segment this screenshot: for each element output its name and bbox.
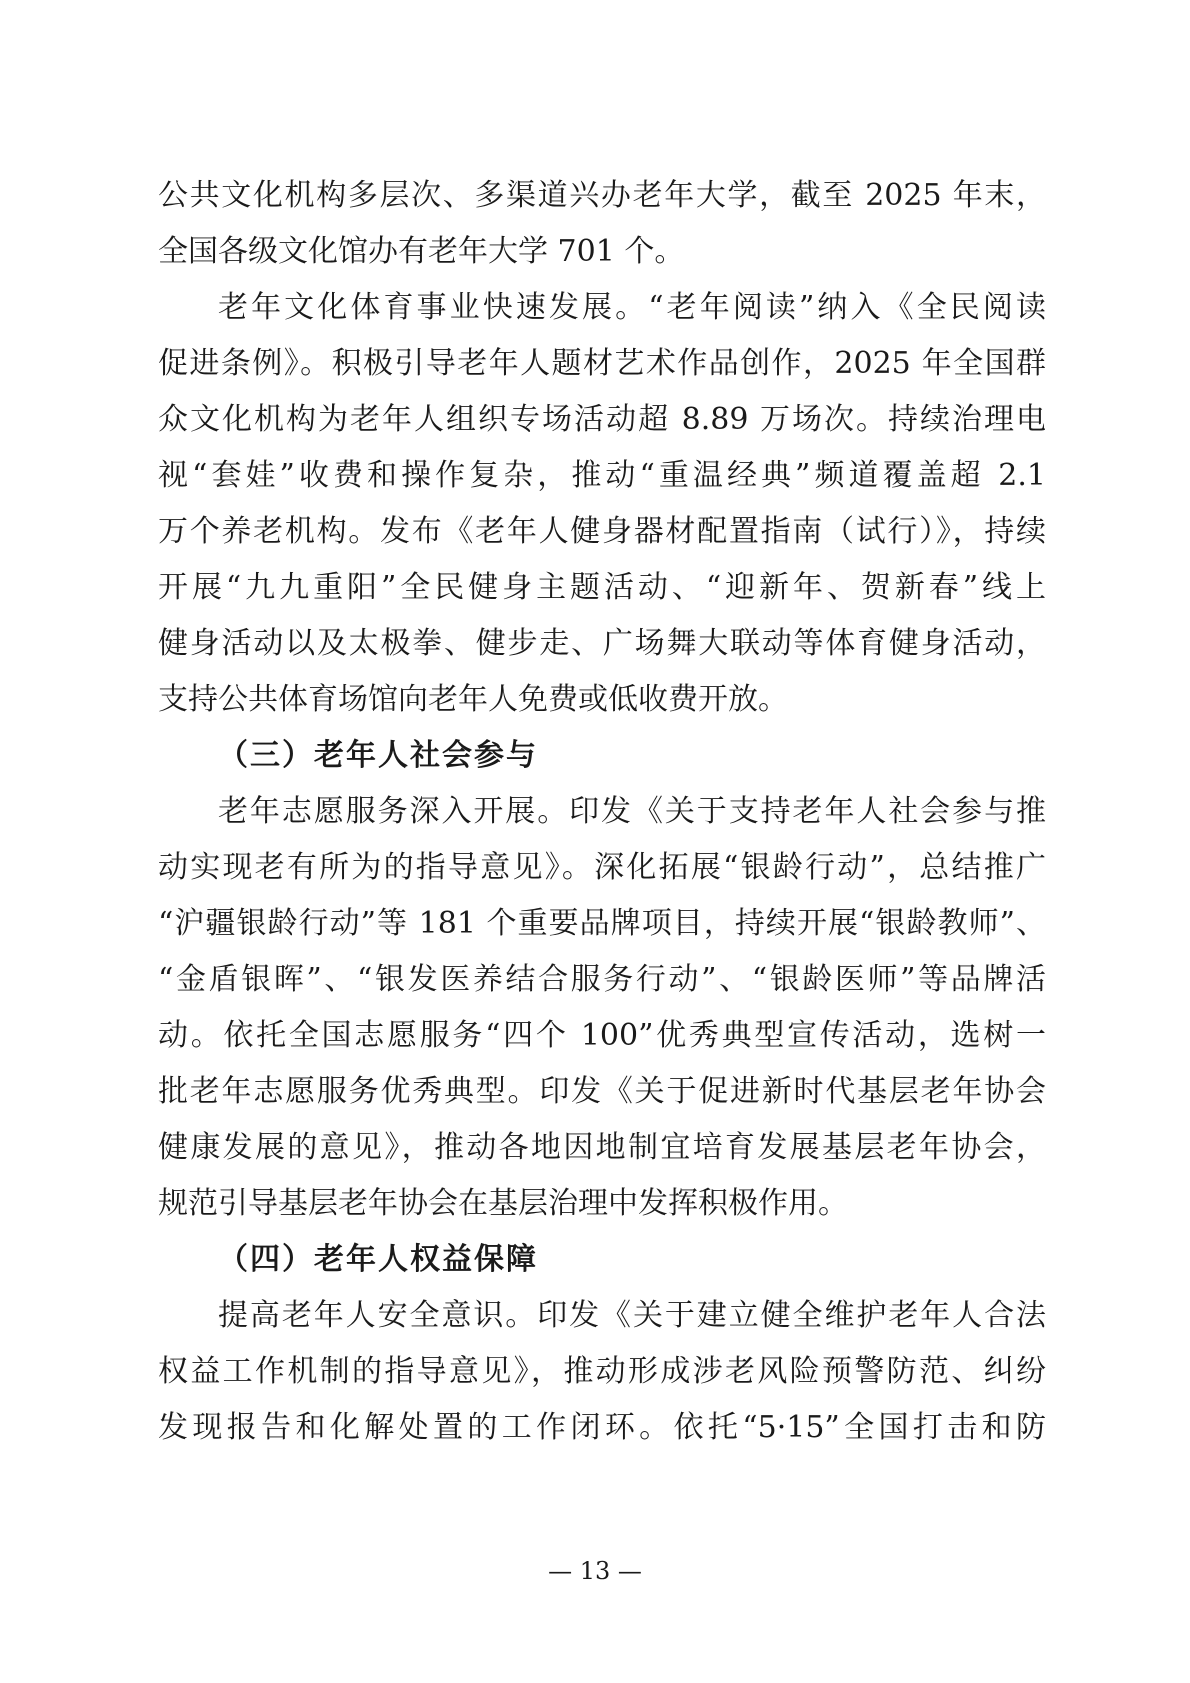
page-number: — 13 — — [548, 1557, 642, 1585]
text-line: 促进条例》。积极引导老年人题材艺术作品创作，2025 年全国群 — [158, 346, 1046, 381]
text-line: “金盾银晖”、“银发医养结合服务行动”、“银龄医师”等品牌活 — [158, 962, 1046, 997]
paragraph-start-line: 老年文化体育事业快速发展。“老年阅读”纳入《全民阅读 — [218, 290, 1046, 325]
text-line: 健身活动以及太极拳、健步走、广场舞大联动等体育健身活动， — [158, 626, 1046, 661]
section-heading-4: （四）老年人权益保障 — [218, 1242, 538, 1277]
text-line: 动实现老有所为的指导意见》。深化拓展“银龄行动”，总结推广 — [158, 850, 1046, 885]
text-line: 权益工作机制的指导意见》，推动形成涉老风险预警防范、纠纷 — [158, 1354, 1046, 1389]
text-line: 健康发展的意见》，推动各地因地制宜培育发展基层老年协会， — [158, 1130, 1046, 1165]
text-line: 全国各级文化馆办有老年大学 701 个。 — [158, 234, 685, 269]
text-line: 开展“九九重阳”全民健身主题活动、“迎新年、贺新春”线上 — [158, 570, 1046, 605]
paragraph-start-line: 老年志愿服务深入开展。印发《关于支持老年人社会参与推 — [218, 794, 1046, 829]
paragraph-start-line: 提高老年人安全意识。印发《关于建立健全维护老年人合法 — [218, 1298, 1046, 1333]
text-line: 众文化机构为老年人组织专场活动超 8.89 万场次。持续治理电 — [158, 402, 1046, 437]
text-line: “沪疆银龄行动”等 181 个重要品牌项目，持续开展“银龄教师”、 — [158, 906, 1046, 941]
body-text — [158, 168, 1046, 1456]
text-line: 发现报告和化解处置的工作闭环。依托“5·15”全国打击和防 — [158, 1410, 1046, 1445]
text-line: 视“套娃”收费和操作复杂，推动“重温经典”频道覆盖超 2.1 — [158, 458, 1046, 493]
text-line: 规范引导基层老年协会在基层治理中发挥积极作用。 — [158, 1186, 848, 1221]
section-heading-3: （三）老年人社会参与 — [218, 738, 538, 773]
text-line: 批老年志愿服务优秀典型。印发《关于促进新时代基层老年协会 — [158, 1074, 1046, 1109]
text-line: 动。依托全国志愿服务“四个 100”优秀典型宣传活动，选树一 — [158, 1018, 1046, 1053]
text-line: 支持公共体育场馆向老年人免费或低收费开放。 — [158, 682, 788, 717]
text-line: 公共文化机构多层次、多渠道兴办老年大学，截至 2025 年末， — [158, 178, 1046, 213]
text-line: 万个养老机构。发布《老年人健身器材配置指南（试行）》，持续 — [158, 514, 1046, 549]
